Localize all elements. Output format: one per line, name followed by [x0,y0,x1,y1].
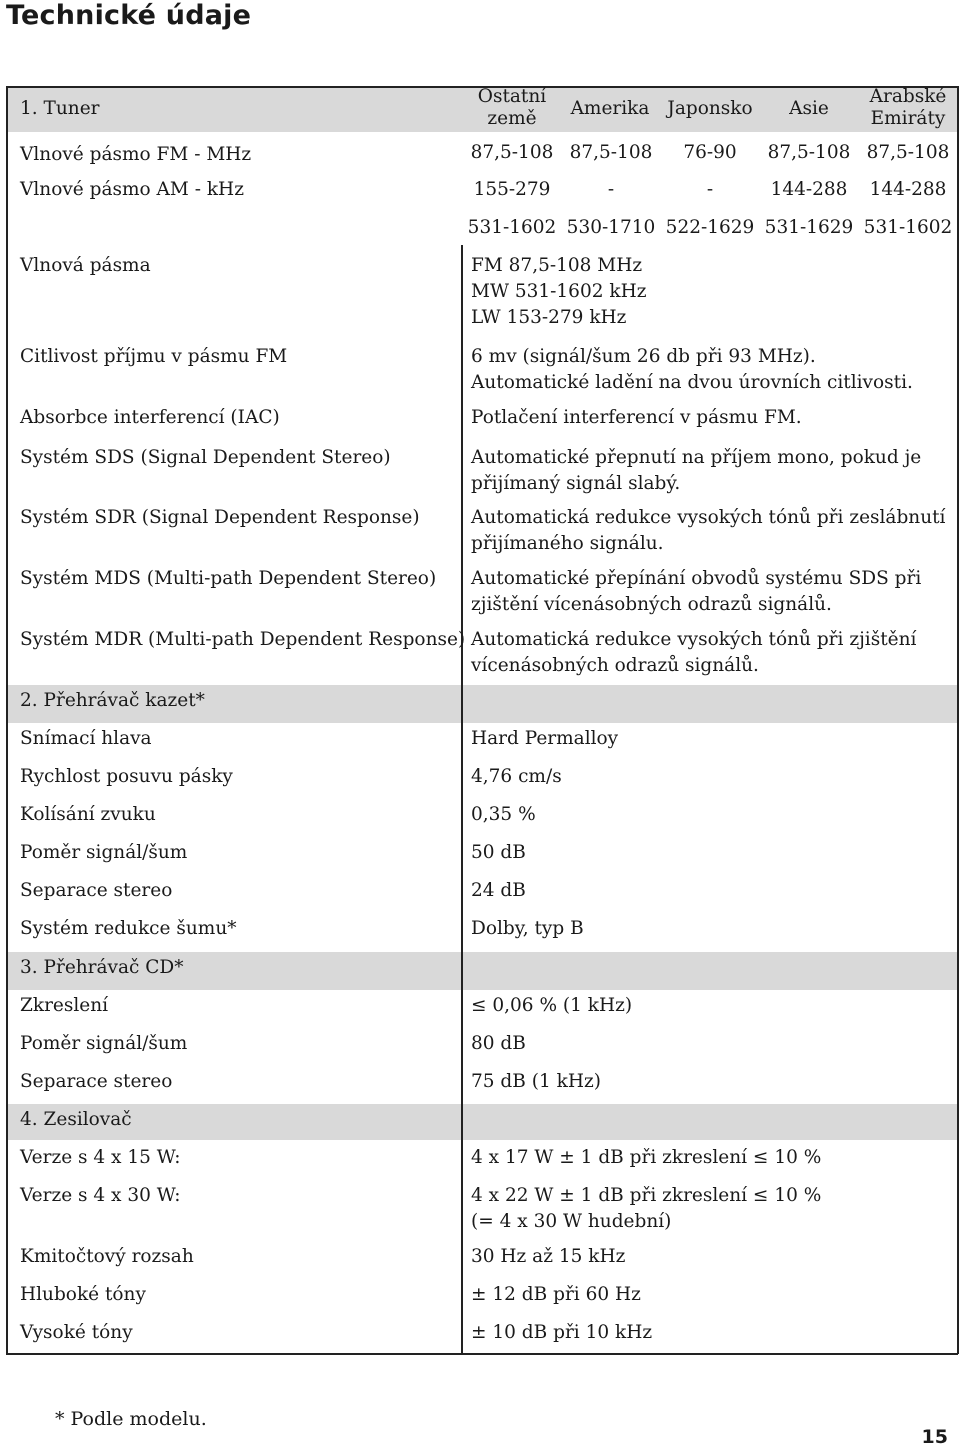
cell-value: 531-1629 [764,217,854,238]
row-value: 30 Hz až 15 kHz [471,1246,626,1267]
row-value: Hard Permalloy [471,728,619,749]
row-value: 50 dB [471,842,526,863]
row-label-iac: Absorbce interferencí (IAC) [20,407,280,428]
cell-value: 144-288 [869,179,947,200]
row-value-sds: Automatické přepnutí na příjem mono, pokud je přijímaný signál slabý. [471,447,922,494]
cell-value: 522-1629 [665,217,755,238]
cell-value: 76-90 [683,142,737,163]
col-header-asia: Asie [789,98,829,119]
row-value: 80 dB [471,1033,526,1054]
row-label: Vysoké tóny [20,1322,133,1343]
section-band-amp [6,1104,958,1140]
cell-value: 144-288 [770,179,848,200]
cell-value: 87,5-108 [866,142,950,163]
table-right-border [957,86,959,1354]
row-label: Zkreslení [20,995,109,1016]
row-value: 75 dB (1 kHz) [471,1071,601,1092]
cell-value: 87,5-108 [767,142,851,163]
cell-value: - [607,179,615,200]
cell-value: 87,5-108 [569,142,653,163]
row-label: Separace stereo [20,880,173,901]
row-label: Kolísání zvuku [20,804,156,825]
row-value: 4 x 17 W ± 1 dB při zkreslení ≤ 10 % [471,1147,822,1168]
cell-value: 87,5-108 [470,142,554,163]
col-header-uae: Arabské Emiráty [869,86,947,129]
row-label: Snímací hlava [20,728,152,749]
row-value: 4 x 22 W ± 1 dB při zkreslení ≤ 10 % (= 4 x 30 W hudební) [471,1185,822,1232]
row-label: Poměr signál/šum [20,842,188,863]
section-title-amplifier: 4. Zesilovač [20,1109,132,1130]
col-header-other-countries: Ostatní země [477,86,547,129]
section-title-cassette: 2. Přehrávač kazet* [20,690,205,711]
section-title-tuner: 1. Tuner [20,98,100,119]
row-value-mdr: Automatická redukce vysokých tónů při zjištění vícenásobných odrazů signálů. [471,629,917,676]
cell-value: 155-279 [473,179,551,200]
table-left-border [6,86,8,1354]
row-label: Rychlost posuvu pásky [20,766,233,787]
row-label-sdr: Systém SDR (Signal Dependent Response) [20,507,420,528]
col-header-america: Amerika [570,98,650,119]
page-number: 15 [921,1426,948,1448]
row-value-bands: FM 87,5-108 MHz MW 531-1602 kHz LW 153-279 kHz [471,255,647,328]
row-label-am-band: Vlnové pásmo AM - kHz [20,179,244,200]
row-label: Poměr signál/šum [20,1033,188,1054]
col-header-japan: Japonsko [667,98,753,119]
row-value-iac: Potlačení interferencí v pásmu FM. [471,407,802,428]
row-value: 24 dB [471,880,526,901]
cell-value: 530-1710 [566,217,656,238]
row-label-bands: Vlnová pásma [20,255,151,276]
row-value: Dolby, typ B [471,918,584,939]
row-label-sds: Systém SDS (Signal Dependent Stereo) [20,447,391,468]
page-title: Technické údaje [6,0,252,31]
row-label: Verze s 4 x 15 W: [20,1147,181,1168]
row-value: 4,76 cm/s [471,766,562,787]
row-value-mds: Automatické přepínání obvodů systému SDS při zjištění vícenásobných odrazů signálů. [471,568,922,615]
row-value-sdr: Automatická redukce vysokých tónů při zeslábnutí přijímaného signálu. [471,507,946,554]
table-bottom-border [6,1353,958,1355]
row-value: ± 12 dB při 60 Hz [471,1284,641,1305]
footnote: * Podle modelu. [55,1408,207,1430]
row-label: Kmitočtový rozsah [20,1246,194,1267]
row-value: ± 10 dB při 10 kHz [471,1322,653,1343]
row-label-mds: Systém MDS (Multi-path Dependent Stereo) [20,568,437,589]
section-title-cd: 3. Přehrávač CD* [20,957,184,978]
row-label-sensitivity: Citlivost příjmu v pásmu FM [20,346,288,367]
cell-value: 531-1602 [467,217,557,238]
row-value: ≤ 0,06 % (1 kHz) [471,995,633,1016]
row-label: Hluboké tóny [20,1284,146,1305]
table-column-divider [461,245,463,1354]
row-label-fm-band: Vlnové pásmo FM - MHz [20,144,252,165]
row-label-mdr: Systém MDR (Multi-path Dependent Response) [20,629,466,650]
cell-value: 531-1602 [863,217,953,238]
row-label: Separace stereo [20,1071,173,1092]
row-value-sensitivity: 6 mv (signál/šum 26 db při 93 MHz). Automatické ladění na dvou úrovních citlivosti. [471,346,913,393]
row-label: Systém redukce šumu* [20,918,237,939]
row-value: 0,35 % [471,804,536,825]
cell-value: - [706,179,714,200]
row-label: Verze s 4 x 30 W: [20,1185,181,1206]
